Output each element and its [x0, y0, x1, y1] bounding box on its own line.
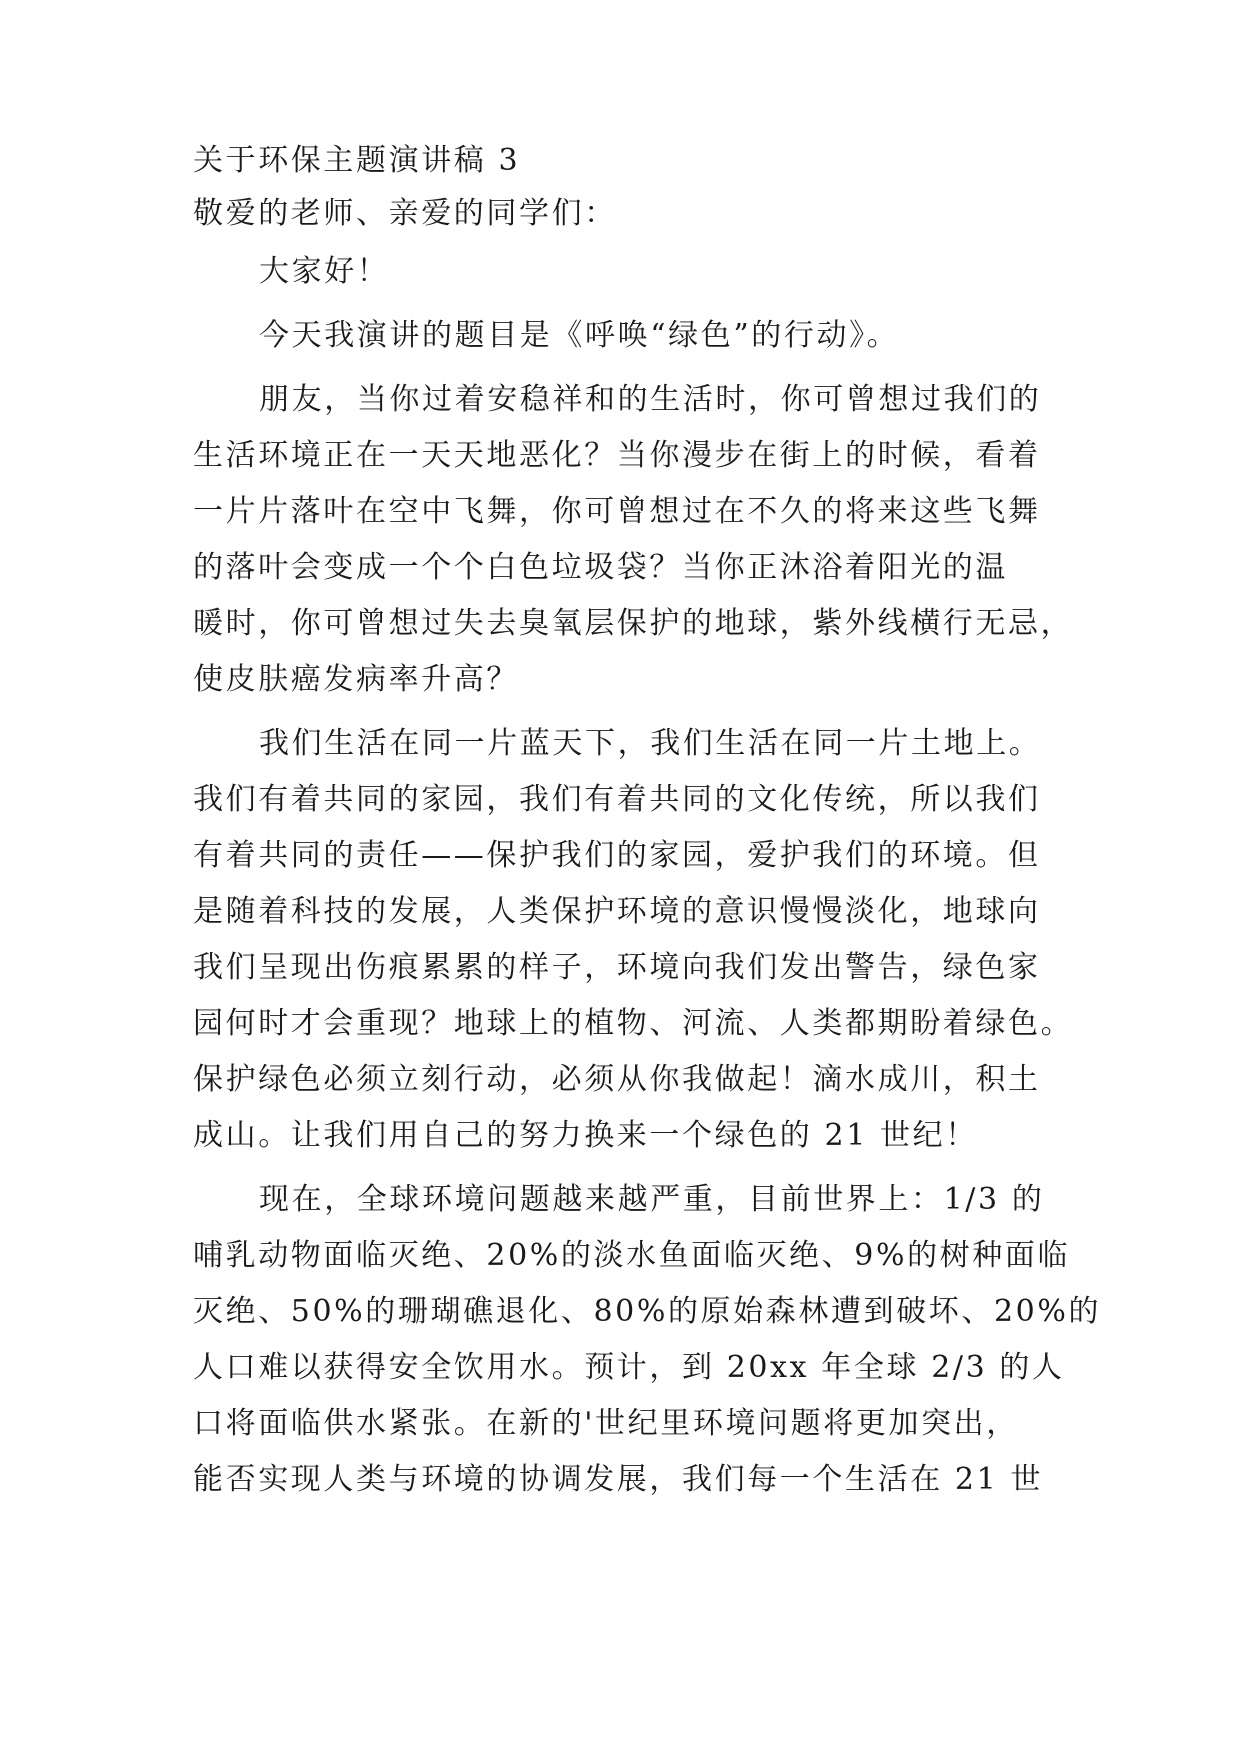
paragraph-line: 能否实现人类与环境的协调发展，我们每一个生活在 21 世 — [193, 1462, 1044, 1497]
paragraph-line: 现在，全球环境问题越来越严重，目前世界上：1/3 的 — [259, 1182, 1045, 1217]
paragraph-line: 保护绿色必须立刻行动，必须从你我做起！滴水成川，积土 — [193, 1062, 1041, 1097]
paragraph-line: 有着共同的责任——保护我们的家园，爱护我们的环境。但 — [193, 838, 1041, 873]
paragraph-line: 是随着科技的发展，人类保护环境的意识慢慢淡化，地球向 — [193, 894, 1041, 929]
document-title: 关于环保主题演讲稿 3 — [193, 143, 521, 178]
paragraph-line: 我们呈现出伤痕累累的样子，环境向我们发出警告，绿色家 — [193, 950, 1041, 985]
paragraph-line: 我们有着共同的家园，我们有着共同的文化传统，所以我们 — [193, 782, 1041, 817]
paragraph-line: 今天我演讲的题目是《呼唤“绿色”的行动》。 — [259, 318, 900, 353]
paragraph-line: 灭绝、50%的珊瑚礁退化、80%的原始森林遭到破坏、20%的 — [193, 1294, 1102, 1329]
paragraph-line: 人口难以获得安全饮用水。预计，到 20xx 年全球 2/3 的人 — [193, 1350, 1065, 1385]
paragraph-shared-home — [193, 716, 1074, 1164]
paragraph-line: 一片片落叶在空中飞舞，你可曾想过在不久的将来这些飞舞 — [193, 494, 1041, 529]
paragraph-friends — [193, 372, 1074, 708]
paragraph-line: 园何时才会重现？地球上的植物、河流、人类都期盼着绿色。 — [193, 1006, 1074, 1041]
paragraph-greeting — [193, 244, 1053, 300]
paragraph-line: 朋友，当你过着安稳祥和的生活时，你可曾想过我们的 — [259, 382, 1042, 417]
paragraph-line: 生活环境正在一天天地恶化？当你漫步在街上的时候，看着 — [193, 438, 1041, 473]
paragraph-line: 我们生活在同一片蓝天下，我们生活在同一片土地上。 — [259, 726, 1042, 761]
salutation: 敬爱的老师、亲爱的同学们： — [193, 196, 617, 231]
document-body — [193, 136, 1102, 1508]
paragraph-line: 哺乳动物面临灭绝、20%的淡水鱼面临灭绝、9%的树种面临 — [193, 1238, 1071, 1273]
paragraph-topic — [193, 308, 1053, 364]
paragraph-line: 成山。让我们用自己的努力换来一个绿色的 21 世纪！ — [193, 1118, 978, 1153]
paragraph-global-issues — [193, 1172, 1102, 1508]
paragraph-line: 暖时，你可曾想过失去臭氧层保护的地球，紫外线横行无忌， — [193, 606, 1074, 641]
paragraph-line: 的落叶会变成一个个白色垃圾袋？当你正沐浴着阳光的温 — [193, 550, 1008, 585]
paragraph-line: 使皮肤癌发病率升高？ — [193, 662, 519, 697]
paragraph-line: 口将面临供水紧张。在新的'世纪里环境问题将更加突出， — [193, 1406, 1019, 1441]
paragraph-line: 大家好！ — [259, 254, 390, 289]
